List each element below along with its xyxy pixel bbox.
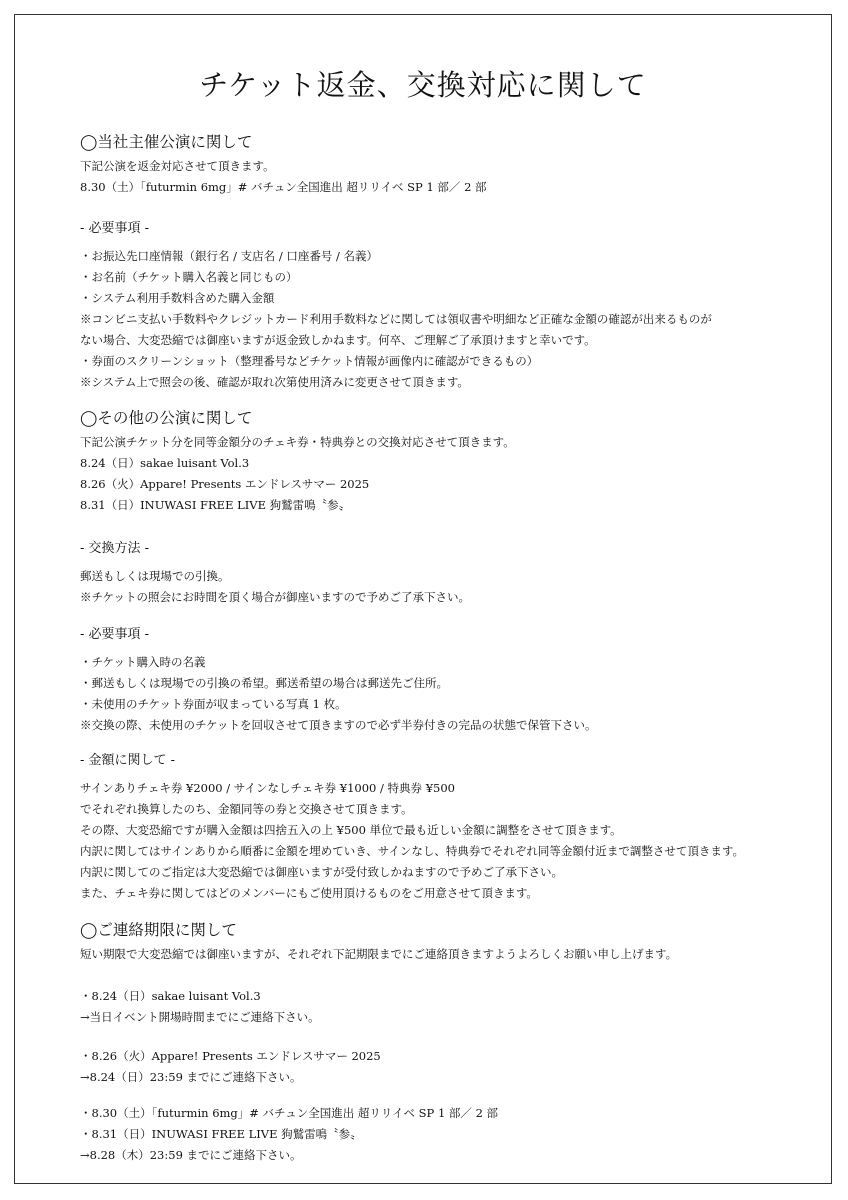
list-item: →当日イベント開場時間までにご連絡下さい。 xyxy=(80,1010,320,1024)
list-item: ※システム上で照会の後、確認が取れ次第使用済みに変更させて頂きます。 xyxy=(80,375,469,389)
list-item: ・お振込先口座情報（銀行名 / 支店名 / 口座番号 / 名義） xyxy=(80,249,379,263)
document-title: チケット返金、交換対応に関して xyxy=(199,68,647,102)
text-line: 下記公演チケット分を同等金額分のチェキ券・特典券との交換対応させて頂きます。 xyxy=(80,435,515,449)
list-item: ・8.26（火）Appare! Presents エンドレスサマー 2025 xyxy=(80,1049,381,1063)
list-item: ・システム利用手数料含めた購入金額 xyxy=(80,291,275,305)
section-exchange-method xyxy=(80,538,780,608)
section-other-events xyxy=(80,406,780,516)
text-line: でそれぞれ換算したのち、金額同等の券と交換させて頂きます。 xyxy=(80,802,413,816)
list-item: ・郵送もしくは現場での引換の希望。郵送希望の場合は郵送先ご住所。 xyxy=(80,676,448,690)
list-item: ・8.30（土）「futurmin 6mg」# バチュン全国進出 超リリイベ SP 1 部／ 2 部 xyxy=(80,1106,499,1120)
sub-heading: - 金額に関して - xyxy=(80,753,176,768)
event-line: 8.24（日）sakae luisant Vol.3 xyxy=(80,456,250,470)
list-item: →8.24（日）23:59 までにご連絡下さい。 xyxy=(80,1070,302,1084)
text-line: また、チェキ券に関してはどのメンバーにもご使用頂けるものをご用意させて頂きます。 xyxy=(80,886,538,900)
section-contact-deadline xyxy=(80,918,780,965)
text-line: 内訳に関してはサインありから順番に金額を埋めていき、サインなし、特典券でそれぞれ同等金額付近まで調整させて頂きます。 xyxy=(80,844,745,858)
text-line: 下記公演を返金対応させて頂きます。 xyxy=(80,159,275,173)
text-line: 郵送もしくは現場での引換。 xyxy=(80,569,230,583)
section-own-events-requirements xyxy=(80,218,780,393)
event-line: 8.26（火）Appare! Presents エンドレスサマー 2025 xyxy=(80,477,370,491)
deadline-group-2 xyxy=(80,1046,780,1088)
list-item: ・8.24（日）sakae luisant Vol.3 xyxy=(80,989,261,1003)
section-heading: ◯ご連絡期限に関して xyxy=(80,921,237,939)
section-heading: ◯その他の公演に関して xyxy=(80,409,253,427)
list-item: ※交換の際、未使用のチケットを回収させて頂きますので必ず半券付きの完品の状態で保管下さい。 xyxy=(80,718,597,732)
sub-heading: - 必要事項 - xyxy=(80,221,150,236)
list-item: ・チケット購入時の名義 xyxy=(80,655,206,669)
list-item: ない場合、大変恐縮では御座いますが返金致しかねます。何卒、ご理解ご了承頂けますと幸いです。 xyxy=(80,333,596,347)
list-item: ・8.31（日）INUWASI FREE LIVE 狗鷲雷鳴〝参〟 xyxy=(80,1127,362,1141)
text-line: 内訳に関してのご指定は大変恐縮では御座いますが受付致しかねますので予めご了承下さい。 xyxy=(80,865,563,879)
event-line: 8.31（日）INUWASI FREE LIVE 狗鷲雷鳴〝参〟 xyxy=(80,498,351,512)
text-line: ※チケットの照会にお時間を頂く場合が御座いますので予めご了承下さい。 xyxy=(80,590,470,604)
list-item: ・お名前（チケット購入名義と同じもの） xyxy=(80,270,298,284)
deadline-group-3 xyxy=(80,1103,780,1166)
section-own-events xyxy=(80,130,780,198)
list-item: ・未使用のチケット券面が収まっている写真 1 枚。 xyxy=(80,697,347,711)
section-other-events-requirements xyxy=(80,624,780,736)
text-line: 8.30（土）「futurmin 6mg」# バチュン全国進出 超リリイベ SP 1 部／ 2 部 xyxy=(80,180,487,194)
list-item: →8.28（木）23:59 までにご連絡下さい。 xyxy=(80,1148,302,1162)
list-item: ※コンビニ支払い手数料やクレジットカード利用手数料などに関しては領収書や明細など正確な金額の確認が出来るものが xyxy=(80,312,712,326)
section-heading: ◯当社主催公演に関して xyxy=(80,133,253,151)
text-line: その際、大変恐縮ですが購入金額は四捨五入の上 ¥500 単位で最も近しい金額に調整をさせて頂きます。 xyxy=(80,823,622,837)
sub-heading: - 交換方法 - xyxy=(80,541,150,556)
list-item: ・券面のスクリーンショット（整理番号などチケット情報が画像内に確認ができるもの） xyxy=(80,354,539,368)
text-line: 短い期限で大変恐縮では御座いますが、それぞれ下記期限までにご連絡頂きますようよろしくお願い申し上げます。 xyxy=(80,947,678,961)
section-price xyxy=(80,750,780,904)
deadline-group-1 xyxy=(80,986,780,1028)
sub-heading: - 必要事項 - xyxy=(80,627,150,642)
text-line: サインありチェキ券 ¥2000 / サインなしチェキ券 ¥1000 / 特典券 ¥500 xyxy=(80,781,455,795)
